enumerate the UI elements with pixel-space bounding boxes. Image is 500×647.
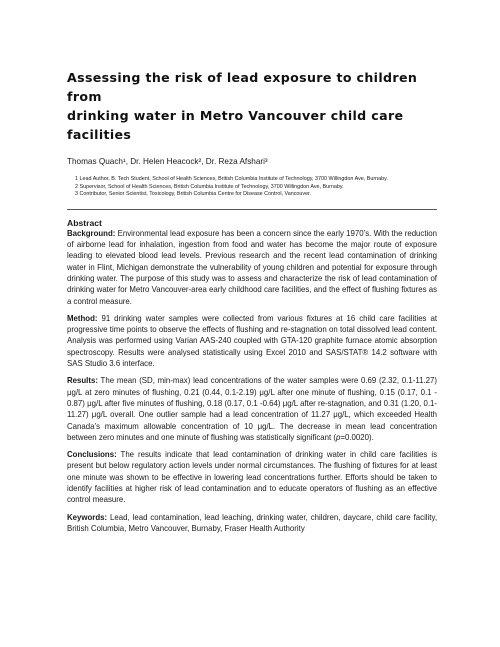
background-label: Background: xyxy=(67,228,116,238)
affiliation-1: 1 Lead Author, B. Tech Student, School of Health Sciences, British Columbia Institute of Technology, 3700 Willingdon Ave, Burnaby. xyxy=(75,176,388,182)
keywords-paragraph xyxy=(67,512,437,535)
background-paragraph xyxy=(67,228,437,307)
keywords-label: Keywords: xyxy=(67,512,108,522)
affiliations xyxy=(75,176,437,199)
p-value-symbol: p xyxy=(336,432,341,442)
results-label: Results: xyxy=(67,376,98,386)
affiliation-2: 2 Supervisor, School of Health Sciences, British Columbia Institute of Technology, 3700 Willingdon Ave, Burnaby. xyxy=(75,183,344,190)
section-divider xyxy=(67,209,437,210)
results-text-a: The mean (SD, min-max) lead concentrations of the water samples were 0.69 (2.32, 0.1-11.27) μg/L at zero minutes of flushing, 0.21 (0.44, 0.1-2.19) μg/L after one minute of flushing, 0.15 (0.17, 0.1 - 0.87) μg/L after five minutes of flushing, 0.18 (0.17, 0.1 -0.64) μg/L after re-stagnation, and 0.31 (1.20, 0.1-11.27) μg/L overall. One outlier sample had a lead concentration of 11.27 μg/L, which exceeded Health Canada’s maximum allowable concentration of 10 μg/L. The decrease in mean lead concentration between zero minutes and one minute of flushing was statistically significant ( xyxy=(67,376,437,442)
conclusions-text: The results indicate that lead contamination of drinking water in child care facilities is present but below regulatory action levels under normal circumstances. The flushing of fixtures for at least one minute was shown to be effective in lowering lead concentrations further. Efforts should be taken to identify facilities at higher risk of lead contamination and to educate operators of flushing as an effective control measure. xyxy=(67,450,437,505)
abstract-heading: Abstract xyxy=(67,217,102,228)
title-line-2: drinking water in Metro Vancouver child care facilities xyxy=(67,108,404,142)
method-text: 91 drinking water samples were collected from various fixtures at 16 child care facilities at progressive time points to observe the effects of flushing and re-stagnation on total dissolved lead content. Analysis was performed using Varian AAS-240 coupled with GTA-120 graphite furnace atomic absorption spectroscopy. Results were analysed statistically using Excel 2010 and SAS/STAT® 14.2 software with SAS Studio 3.6 interface. xyxy=(67,313,437,369)
paper-page xyxy=(67,68,437,540)
title-line-1: Assessing the risk of lead exposure to children from xyxy=(67,70,418,104)
author-list: Thomas Quach¹, Dr. Helen Heacock², Dr. Reza Afshari³ xyxy=(67,157,268,166)
keywords-text: Lead, lead contamination, lead leaching, drinking water, children, daycare, child care facility, British Columbia, Metro Vancouver, Burnaby, Fraser Health Authority xyxy=(67,512,437,533)
method-label: Method: xyxy=(67,313,98,323)
affiliation-3: 3 Contributor, Senior Scientist, Toxicology, British Columbia Centre for Disease Control, Vancouver. xyxy=(75,191,312,198)
results-text-b: =0.0020). xyxy=(340,432,374,442)
method-paragraph xyxy=(67,313,437,369)
paper-title xyxy=(67,68,437,144)
results-paragraph xyxy=(67,375,437,443)
background-text: Environmental lead exposure has been a concern since the early 1970’s. With the reduction of airborne lead for inhalation, ingestion from food and water has become the major route of exposure leading to elevated blood lead levels. Previous research and the recent lead contamination of drinking water in Flint, Michigan demonstrate the vulnerability of young children and potential for exposure through drinking water. The purpose of this study was to assess and characterize the risk of lead contamination of drinking water for Metro Vancouver-area early childhood care facilities, and the effect of flushing fixtures as a control measure. xyxy=(67,228,437,306)
conclusions-paragraph xyxy=(67,449,437,505)
conclusions-label: Conclusions: xyxy=(67,450,117,460)
